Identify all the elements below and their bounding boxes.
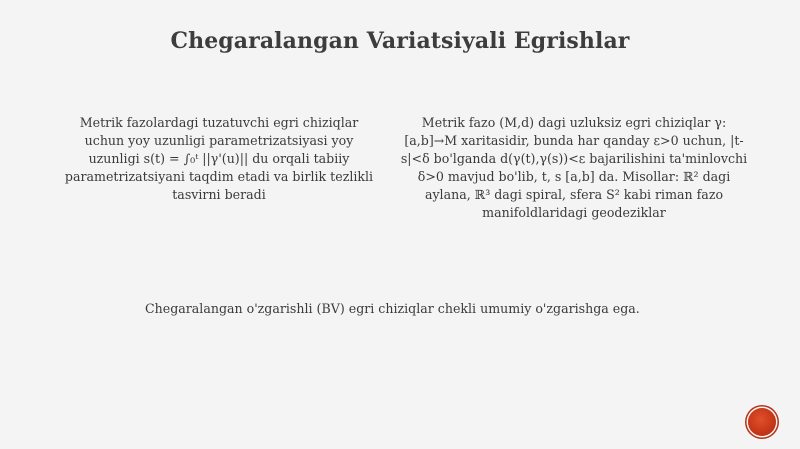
slide-title: Chegaralangan Variatsiyali Egrishlar <box>170 28 630 54</box>
red-circle-icon[interactable] <box>748 408 776 436</box>
left-text-block: Metrik fazolardagi tuzatuvchi egri chiziqlar uchun yoy uzunligi parametrizatsiyasi yoy uzunligi s(t) = ∫₀ᵗ ||γ'(u)|| du orqali tabiiy parametrizatsiyani taqdim etadi va birlik tezlikli tasvirni beradi <box>64 115 374 202</box>
bottom-text-block: Chegaralangan o'zgarishli (BV) egri chiziqlar chekli umumiy o'zgarishga ega. <box>145 301 640 316</box>
right-text-block: Metrik fazo (M,d) dagi uzluksiz egri chiziqlar γ: [a,b]→M xaritasidir, bunda har qanday ε>0 uchun, |t-s|<δ bo'lganda d(γ(t),γ(s))<ε bajarilishini ta'minlovchi δ>0 mavjud bo'lib, t, s [a,b] da. Misollar: ℝ² dagi aylana, ℝ³ dagi spiral, sfera S² kabi riman fazo manifoldlaridagi geodeziklar <box>400 115 748 220</box>
